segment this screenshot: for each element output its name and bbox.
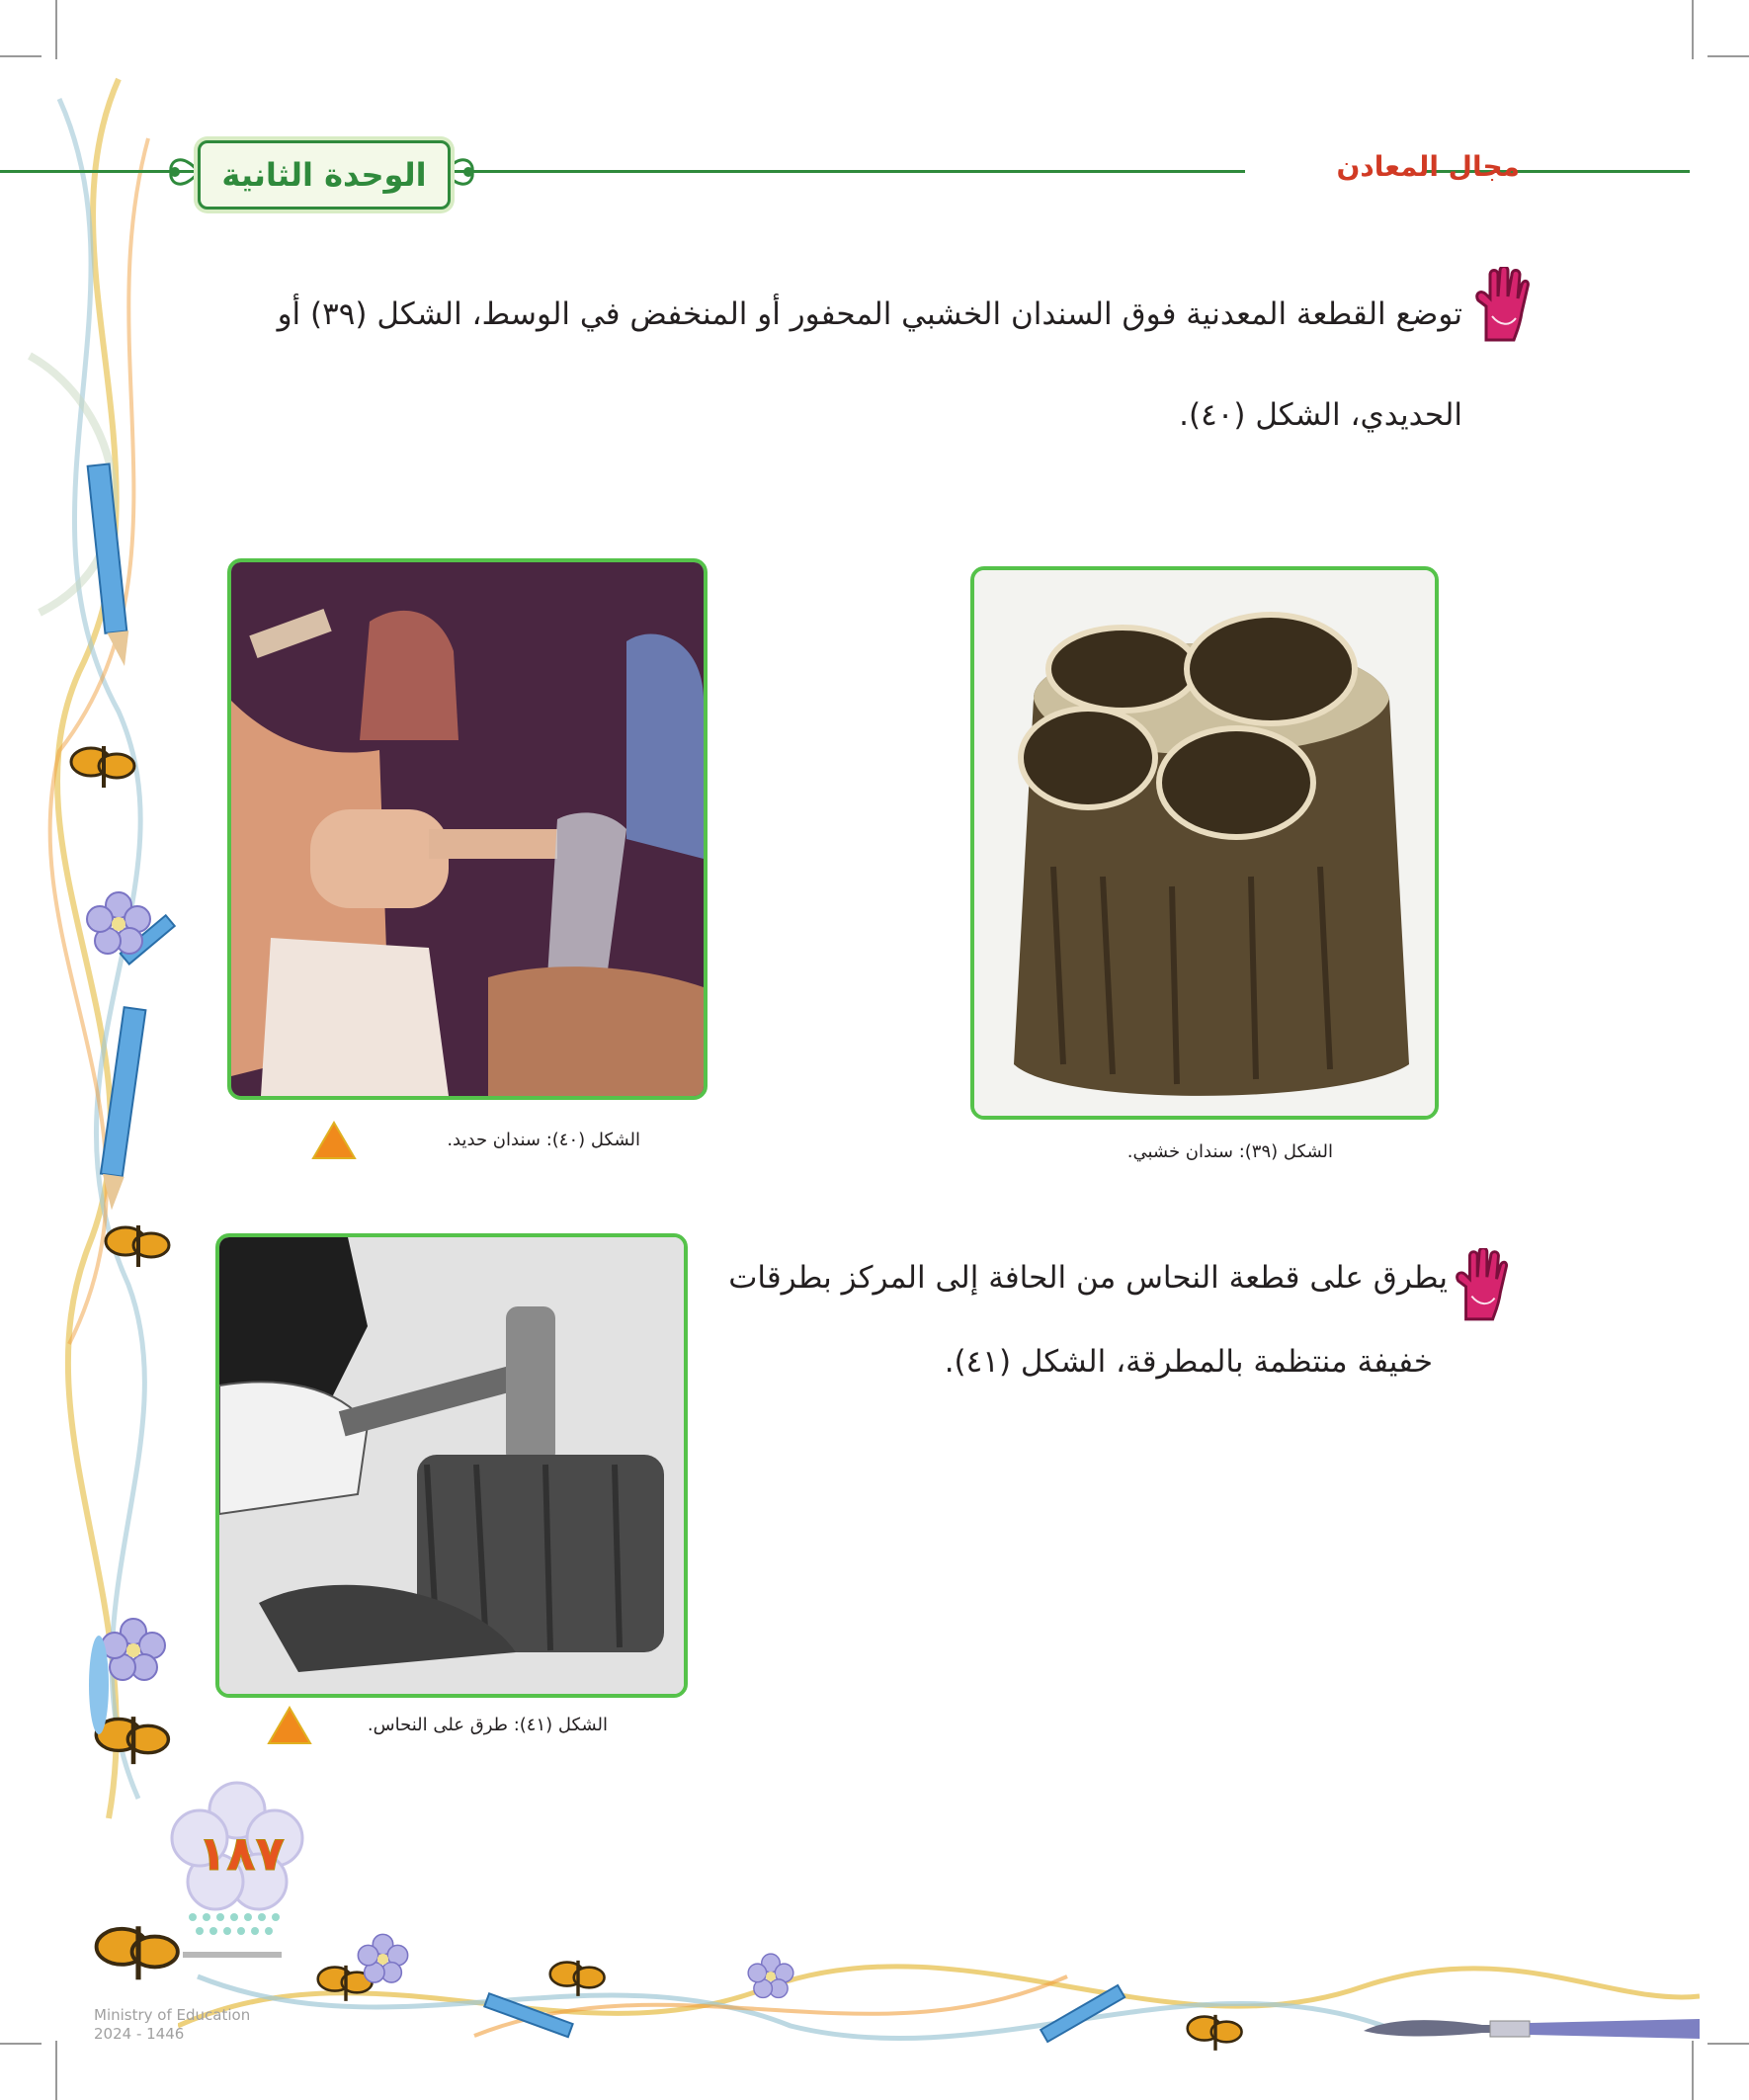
- decorative-leaf: [84, 1631, 114, 1739]
- header-rule-middle: [445, 170, 1245, 173]
- ministry-year: 2024 - 1446: [94, 2025, 185, 2043]
- ornament-left-icon: [163, 146, 203, 198]
- butterfly-icon: [1186, 2006, 1245, 2058]
- figure-40-image: [227, 558, 708, 1100]
- unit-label: الوحدة الثانية: [221, 156, 427, 194]
- figure-39-caption: الشكل (٣٩): سندان خشبي.: [1126, 1141, 1333, 1162]
- crop-mark: [1707, 55, 1749, 57]
- instruction-2-line-2: خفيفة منتظمة بالمطرقة، الشكل (٤١).: [944, 1344, 1433, 1380]
- hand-icon: [1472, 267, 1534, 344]
- crop-mark: [1707, 2043, 1749, 2045]
- flower-icon: [84, 889, 153, 959]
- ministry-logo-icon: [173, 1897, 301, 1986]
- crop-mark: [55, 0, 57, 59]
- warning-triangle-icon: [267, 1706, 312, 1745]
- flower-icon: [746, 1952, 795, 2001]
- page-number: ١٨٧: [198, 1826, 285, 1882]
- figure-41-image: [215, 1233, 688, 1698]
- instruction-2-line-1: يطرق على قطعة النحاس من الحافة إلى المركز بطرقات: [728, 1260, 1448, 1296]
- unit-badge: [198, 140, 451, 210]
- butterfly-icon: [94, 1912, 183, 1991]
- crop-mark: [1692, 0, 1694, 59]
- figure-40-caption: الشكل (٤٠): سندان حديد.: [447, 1130, 640, 1150]
- ministry-label: [94, 2006, 250, 2044]
- instruction-1-line-1: توضع القطعة المعدنية فوق السندان الخشبي المحفور أو المنخفض في الوسط، الشكل (٣٩) أو: [277, 296, 1462, 332]
- figure-40-illustration: [231, 562, 704, 1096]
- pencil-icon: [1028, 1976, 1146, 2046]
- brush-icon: [1364, 2001, 1700, 2051]
- butterfly-icon: [69, 736, 138, 796]
- crop-mark: [0, 55, 42, 57]
- figure-41-illustration: [219, 1237, 684, 1694]
- field-title: مجال المعادن: [1336, 150, 1520, 183]
- ministry-name: Ministry of Education: [94, 2006, 251, 2024]
- crop-mark: [0, 2043, 42, 2045]
- pencil-icon: [94, 998, 153, 1216]
- crop-mark: [55, 2041, 57, 2100]
- pencil-icon: [79, 455, 138, 672]
- figure-39-image: [970, 566, 1439, 1120]
- instruction-1-line-2: الحديدي، الشكل (٤٠).: [1179, 397, 1462, 433]
- warning-triangle-icon: [311, 1121, 357, 1160]
- figure-41-caption: الشكل (٤١): طرق على النحاس.: [367, 1715, 608, 1735]
- butterfly-icon: [104, 1216, 173, 1275]
- flower-icon: [356, 1932, 410, 1986]
- figure-39-illustration: [974, 570, 1435, 1116]
- pencil-icon: [474, 1986, 593, 2046]
- hand-icon: [1453, 1248, 1512, 1323]
